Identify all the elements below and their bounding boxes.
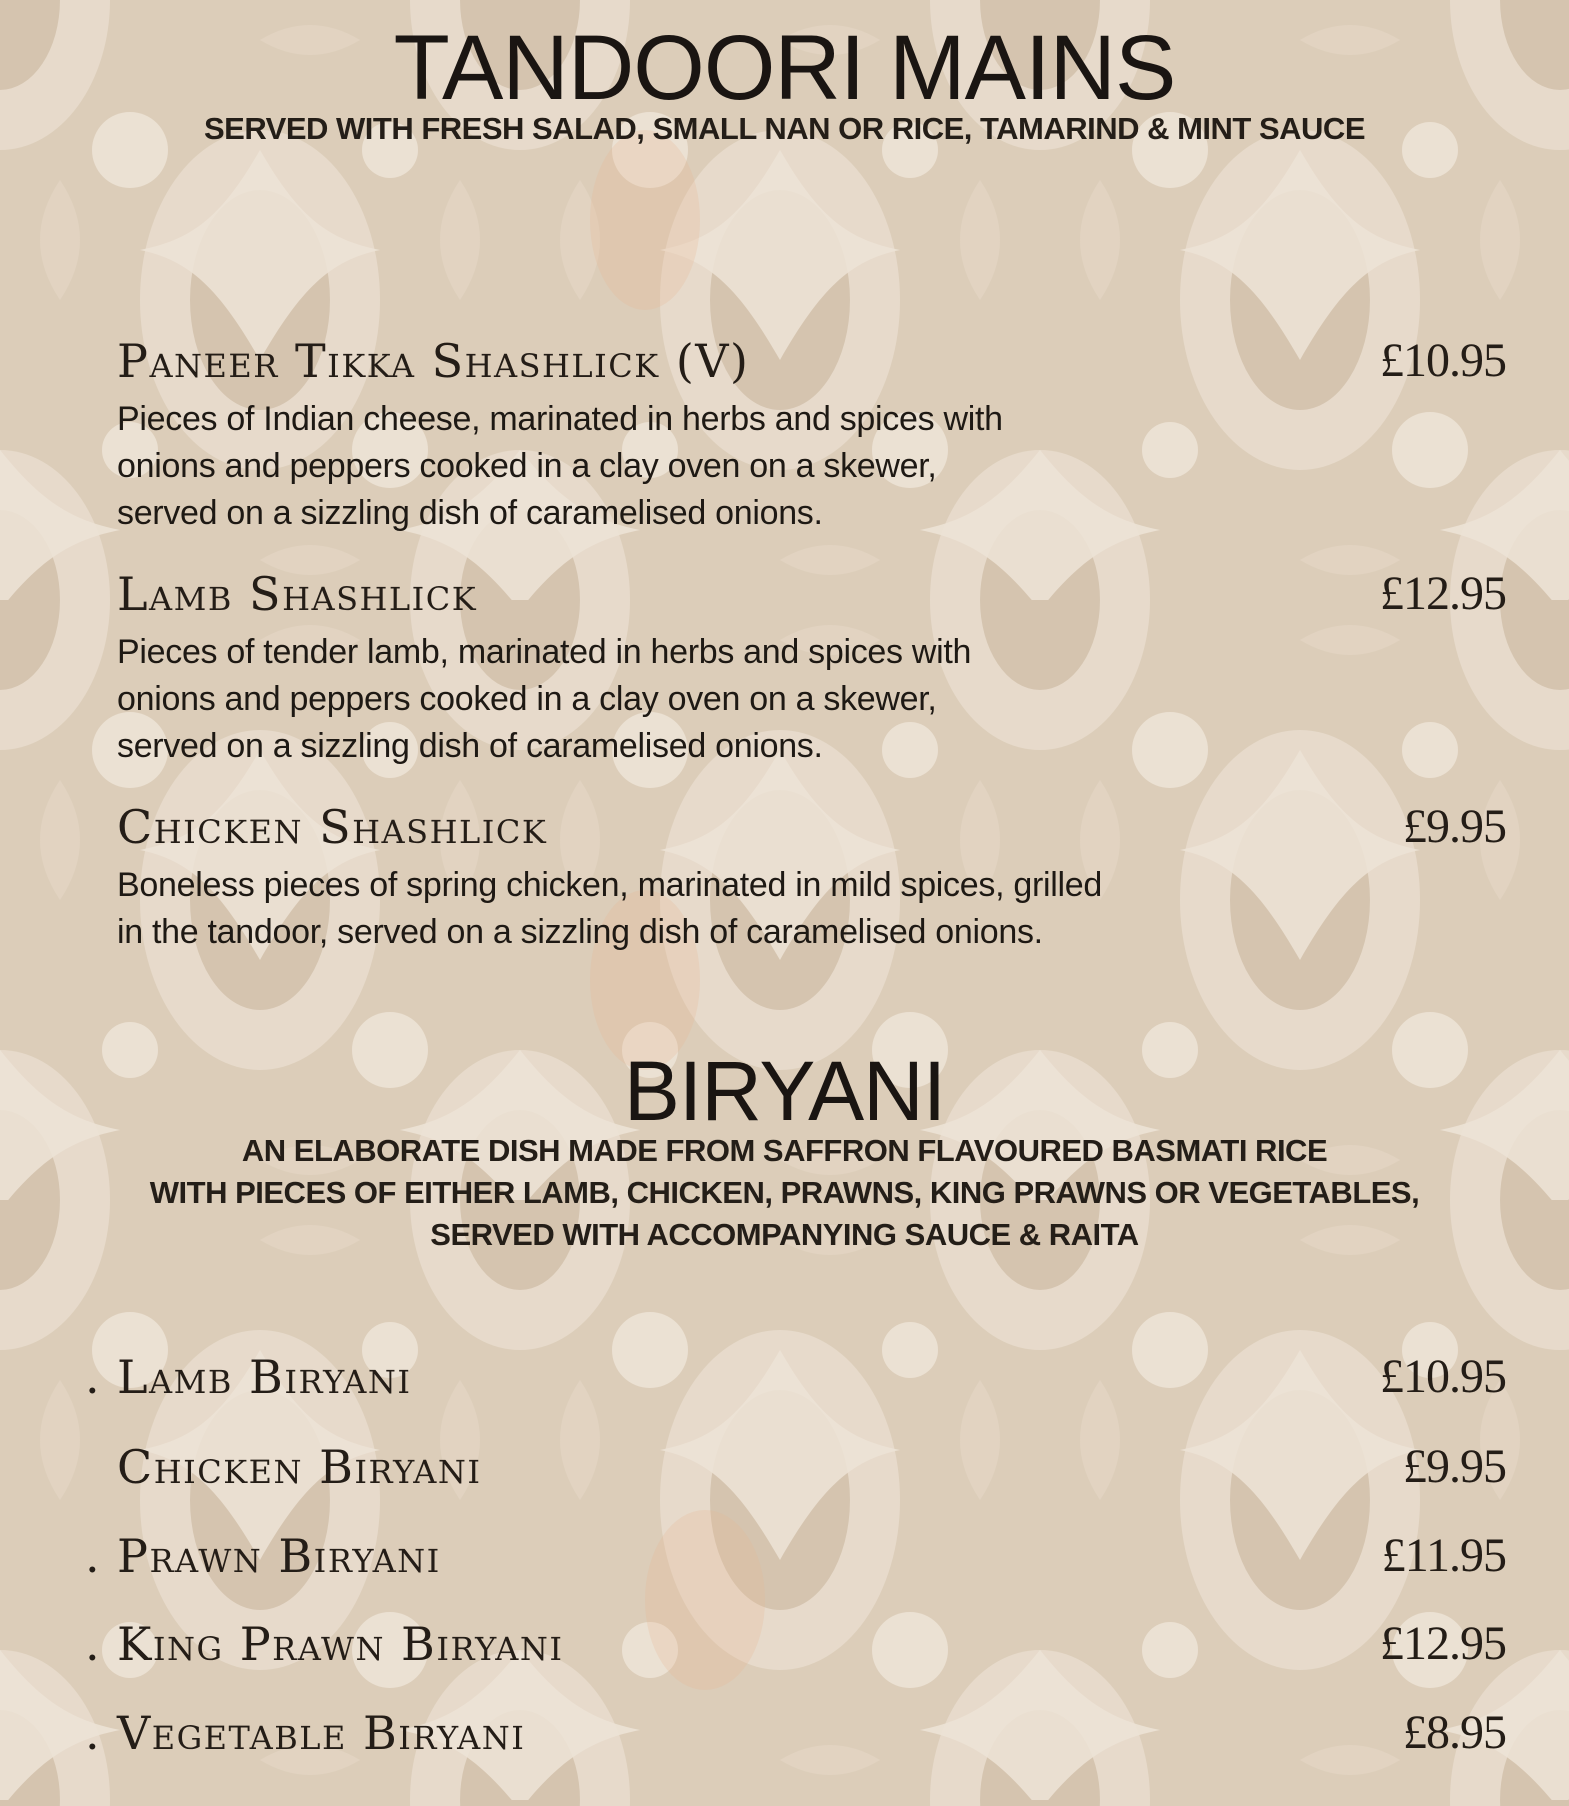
- item-price: £12.95: [1380, 567, 1506, 620]
- item-bullet: .: [85, 1529, 100, 1583]
- biryani-subtitle-line: WITH PIECES OF EITHER LAMB, CHICKEN, PRAWNS, KING PRAWNS OR VEGETABLES,: [149, 1175, 1420, 1210]
- item-price: £10.95: [1380, 334, 1506, 387]
- description-line: Pieces of Indian cheese, marinated in herbs and spices with: [117, 400, 1003, 438]
- item-price: £11.95: [1381, 1529, 1506, 1582]
- item-name: King Prawn Biryani: [117, 1617, 564, 1671]
- item-name: Paneer Tikka Shashlick (V): [117, 334, 750, 388]
- tandoori-title: TANDOORI MAINS: [393, 17, 1176, 119]
- description-line: Boneless pieces of spring chicken, marinated in mild spices, grilled: [117, 866, 1102, 904]
- item-name: Prawn Biryani: [117, 1529, 441, 1583]
- item-name: Vegetable Biryani: [117, 1706, 526, 1760]
- item-price: £9.95: [1403, 800, 1506, 853]
- item-bullet: .: [85, 1706, 100, 1760]
- description-line: Pieces of tender lamb, marinated in herbs and spices with: [117, 633, 972, 671]
- biryani-title: BIRYANI: [623, 1044, 946, 1138]
- item-name: Chicken Biryani: [117, 1440, 482, 1494]
- item-description: [117, 629, 1277, 770]
- description-line: served on a sizzling dish of caramelised onions.: [117, 727, 823, 765]
- item-price: £12.95: [1380, 1617, 1506, 1670]
- description-line: onions and peppers cooked in a clay oven on a skewer,: [117, 447, 937, 485]
- biryani-subtitle-line: SERVED WITH ACCOMPANYING SAUCE & RAITA: [430, 1217, 1139, 1252]
- biryani-subtitle: [0, 1130, 1569, 1256]
- menu-item-paneer-tikka-shashlick: [117, 334, 1506, 534]
- menu-item-chicken-biryani: [117, 1440, 1506, 1500]
- menu-item-chicken-shashlick: [117, 800, 1506, 960]
- menu-item-lamb-biryani: [85, 1350, 1506, 1410]
- menu-item-lamb-shashlick: [117, 567, 1506, 767]
- item-price: £9.95: [1403, 1440, 1506, 1493]
- menu-item-vegetable-biryani: [85, 1706, 1506, 1766]
- description-line: in the tandoor, served on a sizzling dish of caramelised onions.: [117, 913, 1043, 951]
- biryani-subtitle-line: AN ELABORATE DISH MADE FROM SAFFRON FLAVOURED BASMATI RICE: [241, 1133, 1328, 1168]
- menu-item-prawn-biryani: [85, 1529, 1506, 1589]
- item-price: £8.95: [1403, 1706, 1506, 1759]
- menu-item-king-prawn-biryani: [85, 1617, 1506, 1677]
- item-description: [117, 862, 1397, 956]
- item-bullet: .: [85, 1350, 100, 1404]
- tandoori-subtitle: SERVED WITH FRESH SALAD, SMALL NAN OR RICE, TAMARIND & MINT SAUCE: [203, 111, 1365, 146]
- item-price: £10.95: [1380, 1350, 1506, 1403]
- item-name: Lamb Shashlick: [117, 567, 478, 621]
- item-description: [117, 396, 1277, 537]
- item-bullet: .: [85, 1617, 100, 1671]
- item-name: Chicken Shashlick: [117, 800, 548, 854]
- item-name: Lamb Biryani: [117, 1350, 412, 1404]
- description-line: onions and peppers cooked in a clay oven on a skewer,: [117, 680, 937, 718]
- description-line: served on a sizzling dish of caramelised onions.: [117, 494, 823, 532]
